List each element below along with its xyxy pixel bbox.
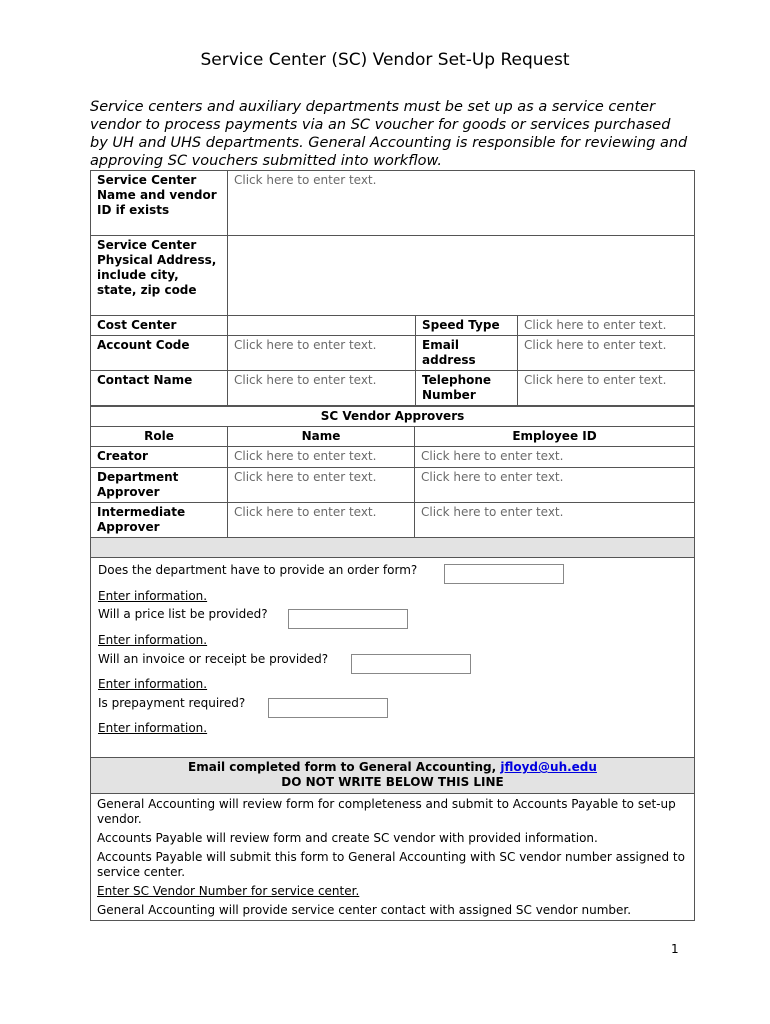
enter-info-link-2[interactable]: Enter information. bbox=[98, 633, 208, 647]
contact-name-field[interactable]: Click here to enter text. bbox=[228, 371, 416, 406]
email-label: Email address bbox=[416, 336, 518, 371]
intermediate-approver-id-field[interactable]: Click here to enter text. bbox=[415, 503, 695, 538]
intermediate-approver-name-field[interactable]: Click here to enter text. bbox=[228, 503, 415, 538]
telephone-label: Telephone Number bbox=[416, 371, 518, 406]
cost-center-field[interactable] bbox=[228, 316, 416, 336]
name-header: Name bbox=[228, 427, 415, 447]
process-notes bbox=[91, 794, 695, 921]
question-invoice: Will an invoice or receipt be provided? bbox=[98, 652, 329, 666]
role-intermediate-approver: Intermediate Approver bbox=[91, 503, 228, 538]
sc-address-label: Service Center Physical Address, include city, state, zip code bbox=[91, 236, 228, 316]
telephone-field[interactable]: Click here to enter text. bbox=[518, 371, 695, 406]
process-note-4: General Accounting will provide service center contact with assigned SC vendor number. bbox=[97, 903, 632, 917]
sc-name-label: Service Center Name and vendor ID if exists bbox=[91, 171, 228, 236]
footer-table bbox=[90, 757, 695, 921]
email-link[interactable]: jfloyd@uh.edu bbox=[500, 760, 597, 774]
department-approver-name-field[interactable]: Click here to enter text. bbox=[228, 468, 415, 503]
intro-text: Service centers and auxiliary departments must be set up as a service center vendor to process payments via an SC voucher for goods or services purchased by UH and UHS departments. General Accounting is responsible for reviewing and approving SC vouchers submitted into workflow. bbox=[90, 99, 688, 169]
contact-name-label: Contact Name bbox=[91, 371, 228, 406]
role-header: Role bbox=[91, 427, 228, 447]
sc-name-field[interactable]: Click here to enter text. bbox=[228, 171, 695, 236]
cost-center-label: Cost Center bbox=[91, 316, 228, 336]
creator-id-field[interactable]: Click here to enter text. bbox=[415, 447, 695, 468]
creator-name-field[interactable]: Click here to enter text. bbox=[228, 447, 415, 468]
speed-type-field[interactable]: Click here to enter text. bbox=[518, 316, 695, 336]
speed-type-label: Speed Type bbox=[416, 316, 518, 336]
account-code-label: Account Code bbox=[91, 336, 228, 371]
approvers-heading: SC Vendor Approvers bbox=[91, 407, 695, 427]
question-prepayment: Is prepayment required? bbox=[98, 696, 246, 710]
price-list-input[interactable] bbox=[288, 609, 408, 629]
do-not-write-warning: DO NOT WRITE BELOW THIS LINE bbox=[281, 775, 504, 789]
role-creator: Creator bbox=[91, 447, 228, 468]
sc-address-field[interactable] bbox=[228, 236, 695, 316]
order-form-input[interactable] bbox=[444, 564, 564, 584]
invoice-input[interactable] bbox=[351, 654, 471, 674]
divider-row bbox=[91, 538, 695, 558]
enter-info-link-3[interactable]: Enter information. bbox=[98, 677, 208, 691]
process-note-2: Accounts Payable will review form and create SC vendor with provided information. bbox=[97, 831, 598, 845]
question-order-form: Does the department have to provide an order form? bbox=[98, 563, 418, 577]
process-note-1: General Accounting will review form for completeness and submit to Accounts Payable to set-up vendor. bbox=[97, 797, 676, 826]
vendor-number-field[interactable]: Enter SC Vendor Number for service center. bbox=[97, 884, 360, 898]
process-note-3: Accounts Payable will submit this form to General Accounting with SC vendor number assigned to service center. bbox=[97, 850, 685, 879]
enter-info-link-4[interactable]: Enter information. bbox=[98, 721, 208, 735]
department-approver-id-field[interactable]: Click here to enter text. bbox=[415, 468, 695, 503]
page-title: Service Center (SC) Vendor Set-Up Request bbox=[200, 50, 570, 70]
email-instruction-text: Email completed form to General Accounting, bbox=[188, 760, 501, 774]
employee-id-header: Employee ID bbox=[415, 427, 695, 447]
email-field[interactable]: Click here to enter text. bbox=[518, 336, 695, 371]
submit-instructions bbox=[91, 758, 695, 794]
page-number: 1 bbox=[671, 942, 679, 956]
role-department-approver: Department Approver bbox=[91, 468, 228, 503]
enter-info-link-1[interactable]: Enter information. bbox=[98, 589, 208, 603]
question-price-list: Will a price list be provided? bbox=[98, 607, 268, 621]
account-code-field[interactable]: Click here to enter text. bbox=[228, 336, 416, 371]
prepayment-input[interactable] bbox=[268, 698, 388, 718]
vendor-info-table bbox=[90, 170, 695, 406]
